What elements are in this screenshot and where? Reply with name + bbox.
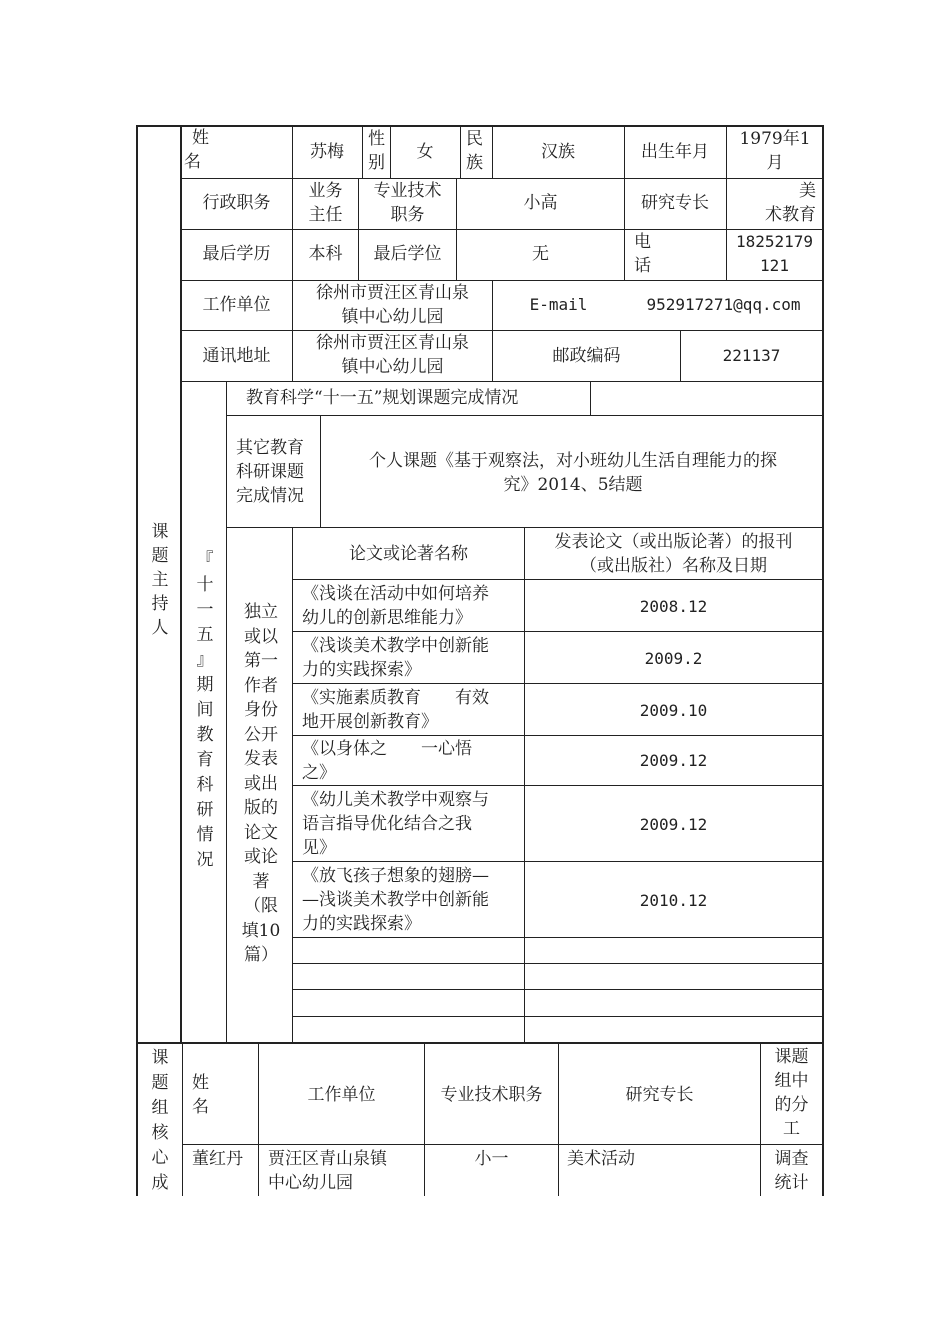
work-unit-value: 徐州市贾汪区青山泉 镇中心幼儿园 bbox=[316, 283, 469, 327]
prof-title-label: 专业技术 职务 bbox=[373, 181, 442, 225]
postcode-value: 221137 bbox=[722, 346, 781, 365]
admin-post-label: 行政职务 bbox=[202, 193, 271, 213]
paper-title: 《浅谈美术教学中创新能 力的实践探索》 bbox=[302, 636, 489, 680]
members-col-name: 姓 名 bbox=[192, 1073, 209, 1117]
ethnicity-value: 汉族 bbox=[541, 142, 575, 162]
name-label: 姓 名 bbox=[184, 128, 209, 172]
plan-title: 教育科学“十一五”规划课题完成情况 bbox=[246, 388, 519, 408]
email-label: E-mail bbox=[529, 295, 588, 314]
phone-value: 18252179 121 bbox=[735, 232, 814, 275]
member-name: 董红丹 bbox=[192, 1149, 243, 1169]
host-label-text: 课 题 主 持 人 bbox=[151, 522, 169, 638]
work-unit-label: 工作单位 bbox=[202, 295, 271, 315]
gender-value: 女 bbox=[416, 142, 434, 162]
paper-date: 2010.12 bbox=[639, 891, 708, 910]
birth-value: 1979年1 月 bbox=[739, 129, 811, 173]
papers-label: 独立 或以 第一 作者 身份 公开 发表 或出 版的 论文 或论 著 （限 填10 篇） bbox=[241, 602, 281, 965]
papers-col-title: 论文或论著名称 bbox=[349, 544, 468, 564]
birth-label: 出生年月 bbox=[641, 142, 709, 162]
admin-post-value: 业务 主任 bbox=[308, 181, 343, 225]
postcode-label: 邮政编码 bbox=[552, 346, 621, 366]
specialty-value: 美 术教育 bbox=[765, 181, 816, 225]
period-label-vertical: 『 十 一 五 』 期 间 教 育 科 研 情 况 bbox=[196, 550, 214, 870]
ethnicity-label: 民 族 bbox=[466, 129, 483, 173]
member-role: 调查 统计 bbox=[774, 1149, 809, 1193]
members-col-title: 专业技术职务 bbox=[440, 1085, 543, 1105]
paper-date: 2009.2 bbox=[644, 649, 703, 668]
host-section-label bbox=[142, 520, 178, 640]
specialty-label: 研究专长 bbox=[641, 193, 709, 213]
period-label bbox=[190, 548, 220, 873]
other-research-value: 个人课题《基于观察法，对小班幼儿生活自理能力的探 究》2014、5结题 bbox=[369, 451, 777, 495]
prof-title-value: 小高 bbox=[523, 193, 558, 213]
paper-title: 《以身体之 一心悟 之》 bbox=[302, 739, 472, 783]
paper-date: 2009.12 bbox=[639, 815, 708, 834]
gender-label: 性 别 bbox=[368, 129, 385, 173]
other-research-label: 其它教育 科研课题 完成情况 bbox=[236, 438, 304, 506]
address-value: 徐州市贾汪区青山泉 镇中心幼儿园 bbox=[316, 333, 469, 377]
member-title: 小一 bbox=[474, 1149, 509, 1169]
members-col-specialty: 研究专长 bbox=[625, 1085, 694, 1105]
paper-title: 《浅谈在活动中如何培养 幼儿的创新思维能力》 bbox=[302, 584, 489, 628]
degree-label: 最后学位 bbox=[373, 244, 442, 264]
education-label: 最后学历 bbox=[202, 244, 271, 264]
paper-date: 2008.12 bbox=[639, 597, 708, 616]
papers-col-publication: 发表论文（或出版论著）的报刊 （或出版社）名称及日期 bbox=[554, 532, 793, 576]
degree-value: 无 bbox=[532, 244, 549, 264]
paper-title: 《实施素质教育 有效 地开展创新教育》 bbox=[302, 688, 489, 732]
education-value: 本科 bbox=[308, 244, 343, 264]
address-label: 通讯地址 bbox=[202, 346, 271, 366]
member-unit: 贾汪区青山泉镇 中心幼儿园 bbox=[268, 1149, 387, 1193]
name-value: 苏梅 bbox=[310, 142, 344, 162]
email-value[interactable]: 952917271@qq.com bbox=[646, 295, 801, 314]
paper-date: 2009.12 bbox=[639, 751, 708, 770]
paper-date: 2009.10 bbox=[639, 701, 708, 720]
members-section-label bbox=[142, 1046, 178, 1196]
members-label-vertical: 课 题 组 核 心 成 bbox=[151, 1048, 169, 1193]
members-col-role: 课题 组中 的分 工 bbox=[774, 1047, 809, 1139]
paper-title: 《放飞孩子想象的翅膀— —浅谈美术教学中创新能 力的实践探索》 bbox=[302, 866, 489, 934]
members-col-unit: 工作单位 bbox=[307, 1085, 376, 1105]
paper-title: 《幼儿美术教学中观察与 语言指导优化结合之我 见》 bbox=[302, 790, 489, 858]
phone-label: 电 话 bbox=[634, 232, 651, 276]
member-specialty: 美术活动 bbox=[567, 1149, 635, 1169]
